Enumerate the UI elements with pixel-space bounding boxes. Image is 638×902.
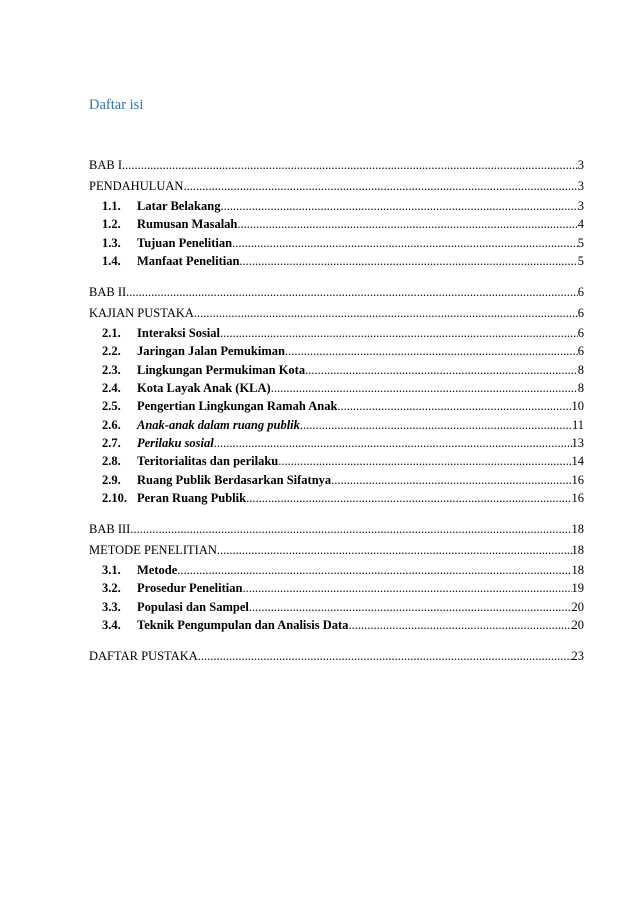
toc-entry-number: 2.1. xyxy=(102,326,121,341)
toc-entry-title: Rumusan Masalah xyxy=(137,217,238,232)
toc-entry-subsection[interactable] xyxy=(89,471,584,489)
toc-entry-title: Lingkungan Permukiman Kota xyxy=(137,362,306,377)
toc-entry-page: 3 xyxy=(577,178,584,193)
toc-entry-page: 11 xyxy=(571,417,584,432)
toc-entry-page: 4 xyxy=(577,217,584,232)
toc-entry-subsection[interactable] xyxy=(89,252,584,270)
toc-entry-subsection[interactable] xyxy=(89,361,584,379)
dot-leader xyxy=(348,616,571,634)
toc-entry-number: 1.4. xyxy=(102,253,121,268)
toc-entry-subsection[interactable] xyxy=(89,379,584,397)
dot-leader xyxy=(239,252,577,270)
dot-leader xyxy=(249,598,572,616)
toc-entry-subsection[interactable] xyxy=(89,452,584,470)
dot-leader xyxy=(126,282,578,303)
toc-entry-number: 3.4. xyxy=(102,618,121,633)
toc-entry-page: 5 xyxy=(577,235,584,250)
toc-entry-chapter-title[interactable] xyxy=(89,540,584,561)
toc-entry-chapter-title[interactable] xyxy=(89,303,584,324)
toc-entry-page: 8 xyxy=(577,381,584,396)
toc-entry-page: 23 xyxy=(571,649,584,664)
toc-entry-number: 2.10. xyxy=(102,490,127,505)
dot-leader xyxy=(331,471,571,489)
dot-leader xyxy=(122,155,578,176)
toc-entry-page: 20 xyxy=(571,599,584,614)
toc-entry-page: 5 xyxy=(577,253,584,268)
toc-entry-subsection[interactable] xyxy=(89,342,584,360)
dot-leader xyxy=(285,342,578,360)
dot-leader xyxy=(214,434,572,452)
toc-entry-page: 8 xyxy=(577,362,584,377)
dot-leader xyxy=(237,215,577,233)
toc-entry-subsection[interactable] xyxy=(89,416,584,434)
dot-leader xyxy=(271,379,578,397)
toc-entry-number: 3.1. xyxy=(102,563,121,578)
toc-entry-subsection[interactable] xyxy=(89,197,584,215)
toc-entry-page: 6 xyxy=(577,326,584,341)
toc-entry-page: 18 xyxy=(571,522,584,537)
toc-entry-number: 2.6. xyxy=(102,417,121,432)
toc-entry-subsection[interactable] xyxy=(89,616,584,634)
toc-entry-subsection[interactable] xyxy=(89,489,584,507)
toc-entry-number: 2.3. xyxy=(102,362,121,377)
toc-entry-subsection[interactable] xyxy=(89,397,584,415)
toc-entry-page: 14 xyxy=(571,454,584,469)
toc-entry-subsection[interactable] xyxy=(89,234,584,252)
toc-entry-page: 13 xyxy=(571,435,584,450)
toc-entry-number: 3.3. xyxy=(102,599,121,614)
toc-entry-title: Kota Layak Anak (KLA) xyxy=(137,381,271,396)
toc-entry-number: 1.2. xyxy=(102,217,121,232)
toc-entry-chapter[interactable] xyxy=(89,519,584,540)
toc-entry-title: BAB I xyxy=(89,158,122,172)
toc-entry-chapter[interactable] xyxy=(89,155,584,176)
dot-leader xyxy=(337,397,571,415)
toc-entry-page: 6 xyxy=(577,344,584,359)
toc-entry-title: Tujuan Penelitian xyxy=(137,235,233,250)
toc-entry-chapter-title[interactable] xyxy=(89,176,584,197)
toc-entry-title: Latar Belakang xyxy=(137,199,221,213)
toc-entry-number: 2.5. xyxy=(102,399,121,414)
dot-leader xyxy=(183,176,577,197)
toc-entry-subsection[interactable] xyxy=(89,561,584,579)
dot-leader xyxy=(177,561,571,579)
toc-entry-title: Metode xyxy=(137,563,178,578)
toc-entry-subsection[interactable] xyxy=(89,434,584,452)
toc-entry-title: PENDAHULUAN xyxy=(89,178,184,193)
toc-entry-number: 1.3. xyxy=(102,235,121,250)
dot-leader xyxy=(217,540,572,561)
toc-entry-page: 10 xyxy=(571,399,584,414)
dot-leader xyxy=(198,646,572,667)
toc-entry-title: Pengertian Lingkungan Ramah Anak xyxy=(137,399,338,414)
toc-entry-title: METODE PENELITIAN xyxy=(89,542,217,557)
toc-entry-number: 2.8. xyxy=(102,454,121,469)
toc-entry-title: Peran Ruang Publik xyxy=(137,490,247,505)
toc-entry-title: Teknik Pengumpulan dan Analisis Data xyxy=(137,618,349,633)
toc-entry-number: 2.2. xyxy=(102,344,121,359)
toc-entry-title: Teritorialitas dan perilaku xyxy=(137,454,279,469)
toc-entry-title: Manfaat Penelitian xyxy=(137,253,240,268)
dot-leader xyxy=(194,303,578,324)
toc-entry-title: Populasi dan Sampel xyxy=(137,599,249,614)
toc-entry-page: 6 xyxy=(577,305,584,320)
toc-entry-chapter[interactable] xyxy=(89,282,584,303)
toc-entry-number: 3.2. xyxy=(102,581,121,596)
toc-group-bab-2 xyxy=(89,282,584,507)
toc-entry-title: Ruang Publik Berdasarkan Sifatnya xyxy=(137,472,332,487)
toc-entry-title: Perilaku sosial xyxy=(137,435,214,450)
toc-entry-page: 6 xyxy=(577,285,584,300)
dot-leader xyxy=(246,489,571,507)
toc-entry-title: BAB III xyxy=(89,522,131,537)
toc-entry-references[interactable] xyxy=(89,646,584,667)
toc-entry-subsection[interactable] xyxy=(89,598,584,616)
toc-entry-subsection[interactable] xyxy=(89,324,584,342)
toc-entry-number: 2.7. xyxy=(102,435,121,450)
table-of-contents xyxy=(89,155,584,667)
toc-entry-page: 19 xyxy=(571,581,584,596)
toc-entry-title: DAFTAR PUSTAKA xyxy=(89,649,198,664)
dot-leader xyxy=(305,361,578,379)
toc-group-bab-3 xyxy=(89,519,584,634)
toc-entry-title: Prosedur Penelitian xyxy=(137,581,243,596)
toc-entry-page: 16 xyxy=(571,490,584,505)
toc-entry-title: BAB II xyxy=(89,285,127,300)
toc-entry-subsection[interactable] xyxy=(89,579,584,597)
toc-entry-page: 3 xyxy=(577,158,584,172)
toc-heading: Daftar isi xyxy=(89,97,144,113)
dot-leader xyxy=(278,452,571,470)
toc-entry-page: 16 xyxy=(571,472,584,487)
dot-leader xyxy=(220,197,577,215)
toc-entry-subsection[interactable] xyxy=(89,215,584,233)
toc-entry-title: KAJIAN PUSTAKA xyxy=(89,305,194,320)
toc-entry-page: 18 xyxy=(571,542,584,557)
toc-group-bab-1 xyxy=(89,155,584,270)
toc-entry-number: 1.1. xyxy=(102,199,121,213)
toc-entry-number: 2.4. xyxy=(102,381,121,396)
toc-entry-number: 2.9. xyxy=(102,472,121,487)
dot-leader xyxy=(232,234,578,252)
dot-leader xyxy=(220,324,578,342)
dot-leader xyxy=(130,519,571,540)
toc-entry-page: 18 xyxy=(571,563,584,578)
dot-leader xyxy=(300,416,572,434)
dot-leader xyxy=(242,579,571,597)
toc-entry-title: Jaringan Jalan Pemukiman xyxy=(137,344,285,359)
toc-entry-page: 3 xyxy=(577,199,584,213)
toc-entry-title: Anak-anak dalam ruang publik xyxy=(137,417,300,432)
toc-entry-title: Interaksi Sosial xyxy=(137,326,221,341)
toc-entry-page: 20 xyxy=(571,618,584,633)
